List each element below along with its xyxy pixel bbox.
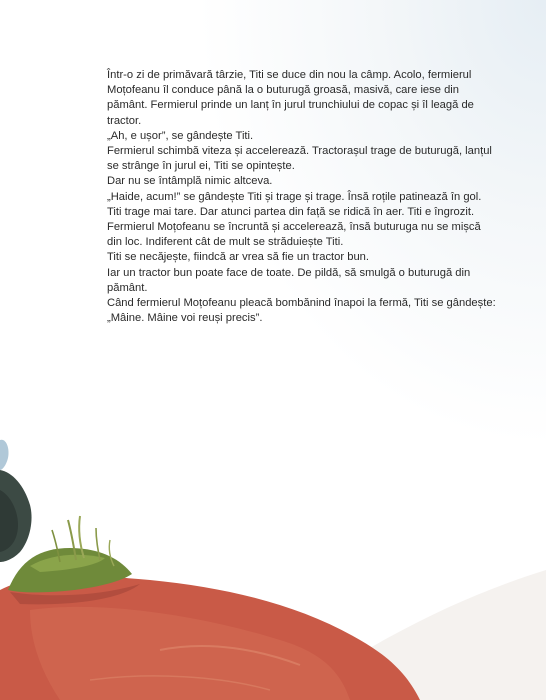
story-paragraph: Dar nu se întâmplă nimic altceva.	[107, 175, 273, 188]
story-paragraph: Iar un tractor bun poate face de toate. De pildă, să smulgă o buturugă din pământ.	[107, 266, 471, 294]
story-paragraph: „Ah, e ușor”, se gândește Titi.	[107, 129, 254, 142]
story-paragraph: Când fermierul Moțofeanu pleacă bombănind înapoi la fermă, Titi se gândește: „Mâine. Mâine voi reuși precis”.	[107, 297, 496, 325]
story-paragraph: Titi se necăjește, fiindcă ar vrea să fie un tractor bun.	[107, 251, 369, 264]
story-paragraph: Fermierul Moțofeanu se încruntă și accelerează, însă buturuga nu se mișcă din loc. Indiferent cât de mult se străduiește Titi.	[107, 221, 481, 249]
story-text	[107, 68, 497, 326]
story-paragraph: Fermierul schimbă viteza și accelerează. Tractorașul trage de buturugă, lanțul se strânge în jurul ei, Titi se opintește.	[107, 145, 492, 173]
story-paragraph: „Haide, acum!” se gândește Titi și trage și trage. Însă roțile patinează în gol. Titi trage mai tare. Dar atunci partea din față se ridică în aer. Titi e îngrozit.	[107, 190, 482, 218]
blue-accent	[0, 440, 9, 470]
story-paragraph: Într-o zi de primăvară târzie, Titi se duce din nou la câmp. Acolo, fermierul Moțofeanu îl conduce până la o buturugă groasă, masivă, care iese din pământ. Fermierul prinde un lanț în jurul trunchiului de copac și îl leagă de tractor.	[107, 69, 474, 127]
